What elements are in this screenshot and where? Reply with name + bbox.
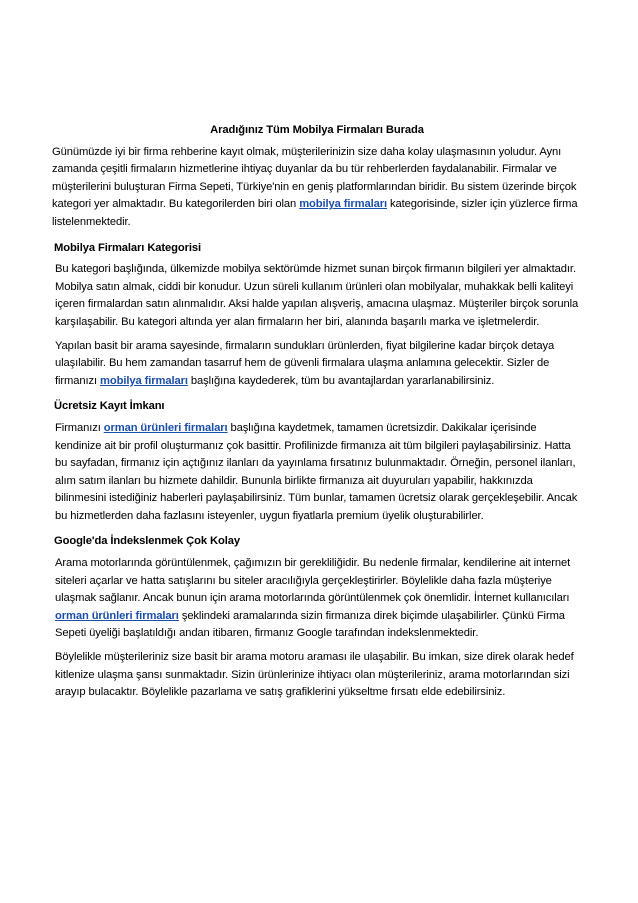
section3-p1-text-before: Arama motorlarında görüntülenmek, çağımızın bir gerekliliğidir. Bu nedenle firmalar, kendilerine ait internet siteleri açarlar ve hatta satışlarını bu siteler aracılığıyla gerçekleştirirler. Böylelikle daha fazla müşteriye ulaşmak sağlanır. Ancak bunun için arama motorlarında görüntülenmek çok önemlidir. İnternet kullanıcıları [55, 557, 571, 605]
link-mobilya-firmalari[interactable]: mobilya firmaları [299, 198, 388, 211]
link-orman-urunleri-firmalari[interactable]: orman ürünleri firmaları [103, 421, 228, 434]
section-heading-google: Google'da İndekslenmek Çok Kolay [54, 535, 240, 548]
section1-paragraph-2 [52, 338, 582, 391]
section3-paragraph-2: Böylelikle müşterileriniz size basit bir arama motoru araması ile ulaşabilir. Bu imkan, size direk olarak hedef kitlenize ulaşma şansı sunmaktadır. Sizin ürünlerinize ihtiyacı olan müşterileriniz, arama motorlarından sizi arayıp bulacaktır. Böylelikle pazarlama ve satış grafiklerini yükseltme fırsatı elde edebilirsiniz. [55, 651, 574, 699]
intro-text-after: kategorisinde, sizler için yüzlerce firma listelenmektedir. [52, 198, 578, 228]
section-heading-mobilya: Mobilya Firmaları Kategorisi [54, 241, 202, 254]
section-heading-ucretsiz-kayit: Ücretsiz Kayıt İmkanı [54, 400, 165, 413]
intro-paragraph [52, 144, 582, 232]
intro-text-before: Günümüzde iyi bir firma rehberine kayıt olmak, müşterilerinizin size daha kolay ulaşmasının yoludur. Aynı zamanda çeşitli firmaların hizmetlerine ihtiyaç duyanlar da bu tür rehberlerden faydalanabilir. Firmalar ve müşterilerini buluşturan Firma Sepeti, Türkiye'nin en geniş platformlarından biridir. Bu sistem üzerinde birçok kategori yer almaktadır. Bu kategorilerden biri olan [52, 145, 577, 211]
document-page [52, 122, 582, 708]
link-mobilya-firmalari-2[interactable]: mobilya firmaları [100, 374, 188, 387]
section3-paragraph-1 [52, 555, 582, 643]
section2-p1-text-before: Firmanızı [55, 421, 104, 434]
section1-paragraph-1: Bu kategori başlığında, ülkemizde mobilya sektörümde hizmet sunan birçok firmanın bilgileri yer almaktadır. Mobilya satın almak, ciddi bir konudur. Uzun süreli kullanım ürünleri olan mobilyalar, muhakkak belli kaliteyi içeren firmalardan satın alınmalıdır. Aksi halde yapılan alışveriş, amacına ulaşmaz. Müşteriler birçok sorunla karşılaşabilir. Bu kategori altında yer alan firmaların her biri, alanında başarılı marka ve işletmelerdir. [55, 263, 579, 328]
section1-p2-text-before: Yapılan basit bir arama sayesinde, firmaların sundukları ürünlerden, fiyat bilgilerine kadar birçok detaya ulaşılabilir. Bu hem zamandan tasarruf hem de güvenli firmalara ulaşma anlamına gelecektir. Sizler de firmanızı [55, 339, 555, 387]
section1-p2-text-after: başlığına kaydederek, tüm bu avantajlardan yararlanabilirsiniz. [187, 374, 495, 387]
section2-p1-text-after: başlığına kaydetmek, tamamen ücretsizdir. Dakikalar içerisinde kendinize ait bir profil oluşturmanız çok basittir. Profilinizde firmanıza ait tüm bilgileri paylaşabilirsiniz. Hatta bu sayfadan, firmanız için açtığınız ilanları da yayınlama fırsatınız bulunmaktadır. Örneğin, personel ilanları, alım satım ilanları bu hizmete dahildir. Bununla birlikte firmanıza ait duyuruları yapabilir, hakkınızda bilinmesini istediğiniz haberleri paylaşabilirsiniz. Tüm bunlar, tamamen ücretsiz olarak gerçekleşebilir. Ancak bu hizmetlerden daha fazlasını isteyenler, uygun fiyatlarla premium üyelik oluşturabilirler. [55, 421, 578, 522]
link-orman-urunleri-firmalari-2[interactable]: orman ürünleri firmaları [55, 609, 179, 622]
section3-p1-text-after: şeklindeki aramalarında sizin firmanıza direk biçimde ulaşabilirler. Çünkü Firma Sepeti üyeliği başlatıldığı andan itibaren, firmanız Google tarafından indekslenmektedir. [55, 609, 565, 640]
section2-paragraph-1 [52, 420, 582, 526]
document-title: Aradığınız Tüm Mobilya Firmaları Burada [210, 124, 424, 136]
